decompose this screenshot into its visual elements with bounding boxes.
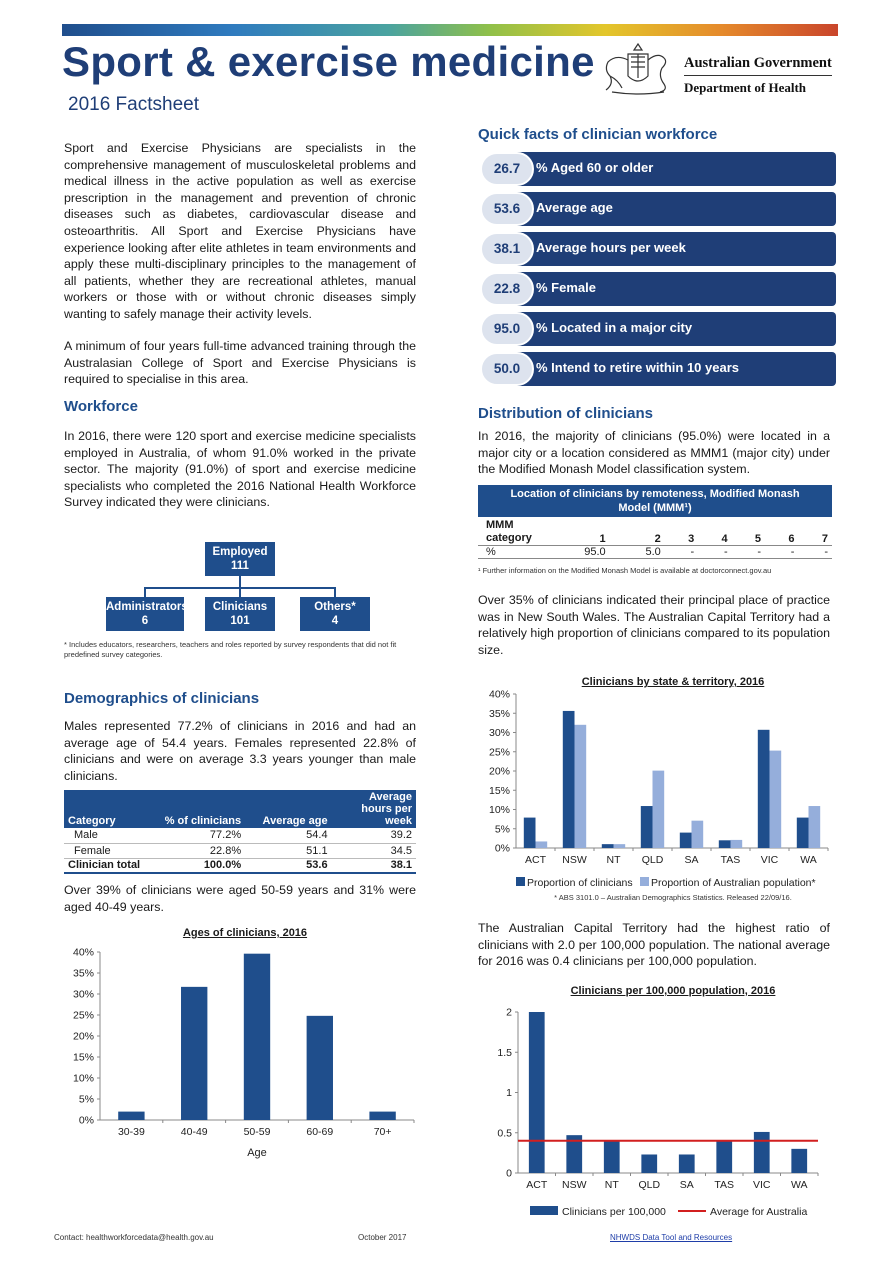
x-tick-label: NSW bbox=[562, 1179, 587, 1191]
y-tick-label: 2 bbox=[506, 1006, 512, 1019]
mmm-percent-label: % bbox=[478, 546, 540, 559]
y-tick-label: 5% bbox=[494, 823, 510, 836]
bar bbox=[529, 1012, 545, 1173]
quick-fact-label: % Female bbox=[536, 280, 596, 295]
table-cell: 51.1 bbox=[245, 843, 331, 858]
distribution-heading: Distribution of clinicians bbox=[478, 405, 654, 422]
bar bbox=[754, 1132, 770, 1173]
table-cell: Clinician total bbox=[64, 858, 146, 873]
x-tick-label: 60-69 bbox=[306, 1126, 334, 1138]
table-row bbox=[64, 843, 416, 858]
quick-fact-value: 26.7 bbox=[480, 152, 534, 186]
legend-label: Clinicians per 100,000 bbox=[562, 1206, 666, 1218]
bar bbox=[602, 844, 614, 848]
quick-fact-row bbox=[480, 192, 836, 226]
bar bbox=[809, 806, 821, 848]
x-tick-label: ACT bbox=[525, 854, 546, 866]
footer-contact: Contact: healthworkforcedata@health.gov.au bbox=[54, 1233, 214, 1242]
mmm-category: 5 bbox=[732, 517, 765, 546]
coat-of-arms-icon bbox=[598, 40, 678, 98]
bar bbox=[653, 771, 665, 848]
bar bbox=[524, 818, 536, 848]
quick-fact-row bbox=[480, 152, 836, 186]
quick-fact-label: Average age bbox=[536, 200, 613, 215]
x-tick-label: WA bbox=[800, 854, 817, 866]
x-tick-label: SA bbox=[684, 854, 699, 866]
state-chart-title: Clinicians by state & territory, 2016 bbox=[581, 676, 765, 688]
mmm-footnote: ¹ Further information on the Modified Monash Model is available at doctorconnect.gov.au bbox=[478, 566, 772, 575]
quick-fact-row bbox=[480, 352, 836, 386]
bar bbox=[244, 954, 270, 1120]
bar bbox=[731, 840, 743, 848]
legend-swatch bbox=[640, 877, 649, 886]
bar bbox=[791, 1149, 807, 1173]
bar bbox=[797, 818, 809, 848]
mmm-table-title: Location of clinicians by remoteness, Modified Monash Model (MMM¹) bbox=[478, 485, 832, 517]
org-footnote: * Includes educators, researchers, teachers and roles reported by survey respondents that did not fit predefined survey categories. bbox=[64, 640, 397, 659]
quick-fact-value: 95.0 bbox=[480, 312, 534, 346]
mmm-category: 2 bbox=[610, 517, 665, 546]
table-header: Average age bbox=[245, 790, 331, 828]
y-tick-label: 0.5 bbox=[497, 1127, 512, 1140]
y-tick-label: 15% bbox=[72, 1051, 94, 1064]
mmm-category: 1 bbox=[540, 517, 610, 546]
y-tick-label: 1 bbox=[506, 1087, 512, 1099]
age-chart bbox=[64, 940, 426, 1165]
legend-swatch bbox=[516, 877, 525, 886]
age-chart-title: Ages of clinicians, 2016 bbox=[182, 927, 308, 939]
y-tick-label: 40% bbox=[488, 688, 510, 701]
gov-department: Department of Health bbox=[684, 80, 807, 95]
x-tick-label: 50-59 bbox=[243, 1126, 271, 1138]
x-tick-label: TAS bbox=[720, 854, 741, 866]
bar bbox=[118, 1112, 144, 1120]
org-others-label: Others* bbox=[314, 601, 356, 613]
org-admin-value: 6 bbox=[141, 615, 149, 627]
chart-legend bbox=[530, 1206, 807, 1218]
table-header: Average hours per week bbox=[332, 790, 416, 828]
y-tick-label: 30% bbox=[72, 988, 94, 1001]
org-connector bbox=[144, 587, 146, 597]
mmm-value: - bbox=[798, 546, 832, 559]
table-cell: Male bbox=[64, 828, 146, 843]
mmm-value: 95.0 bbox=[540, 546, 610, 559]
x-tick-label: TAS bbox=[714, 1179, 735, 1191]
quick-fact-label: Average hours per week bbox=[536, 240, 686, 255]
org-clinicians-label: Clinicians bbox=[212, 601, 268, 613]
table-cell: 38.1 bbox=[332, 858, 416, 873]
footer-date: October 2017 bbox=[358, 1233, 407, 1242]
org-connector bbox=[334, 587, 336, 597]
x-tick-label: QLD bbox=[638, 1179, 661, 1191]
org-clinicians-box bbox=[205, 597, 275, 631]
mmm-value: - bbox=[698, 546, 731, 559]
legend-label: Proportion of clinicians bbox=[527, 877, 633, 889]
bar bbox=[536, 841, 548, 848]
org-others-box bbox=[300, 597, 370, 631]
bar bbox=[716, 1141, 732, 1173]
footer-link[interactable]: NHWDS Data Tool and Resources bbox=[610, 1233, 733, 1242]
demographics-paragraph: Males represented 77.2% of clinicians in 2016 and had an average age of 54.4 years. Females represented 22.8% of clinicians and were on average 3.3 years younger than male clinicians. bbox=[64, 719, 416, 783]
mmm-category: 6 bbox=[765, 517, 798, 546]
bar bbox=[679, 1154, 695, 1173]
table-cell: 54.4 bbox=[245, 828, 331, 843]
x-tick-label: 30-39 bbox=[117, 1126, 145, 1138]
mmm-percent-row bbox=[478, 546, 832, 559]
table-row-total bbox=[64, 858, 416, 873]
table-cell: 22.8% bbox=[146, 843, 245, 858]
quick-facts-heading: Quick facts of clinician workforce bbox=[478, 126, 718, 143]
x-tick-label: NSW bbox=[562, 854, 587, 866]
mmm-value: - bbox=[732, 546, 765, 559]
bar bbox=[614, 844, 626, 848]
org-employed-box bbox=[205, 542, 275, 576]
y-tick-label: 0% bbox=[78, 1114, 94, 1127]
mmm-value: 5.0 bbox=[610, 546, 665, 559]
y-tick-label: 5% bbox=[78, 1093, 94, 1106]
table-header: % of clinicians bbox=[146, 790, 245, 828]
mmm-value: - bbox=[765, 546, 798, 559]
y-tick-label: 25% bbox=[488, 746, 510, 759]
mmm-category: 4 bbox=[698, 517, 731, 546]
intro-paragraph-1: Sport and Exercise Physicians are specialists in the comprehensive management of musculoskeletal problems and medical illness in the active population as well as exercise prescription in the management and prevention of chronic diseases such as diabetes, cardiovascular disease and osteoarthritis. All Sport and Exercise Physicians have experience looking after elite athletes in team environments and apply these multi-disciplinary principles to the management of all patients, whether they are recreational athletes, manual workers or those with or without chronic diseases simply wanting to safely manage their activity levels. bbox=[64, 141, 416, 321]
x-tick-label: QLD bbox=[641, 854, 664, 866]
bar bbox=[758, 730, 770, 848]
intro-paragraph-2: A minimum of four years full-time advanced training through the Australasian College of Sport and Exercise Physicians is required to specialise in this area. bbox=[64, 339, 416, 387]
quick-fact-value: 50.0 bbox=[480, 352, 534, 386]
x-tick-label: VIC bbox=[760, 854, 779, 866]
x-tick-label: WA bbox=[790, 1179, 808, 1191]
bar bbox=[680, 833, 692, 848]
page-subtitle: 2016 Factsheet bbox=[68, 94, 199, 115]
quick-fact-label: % Intend to retire within 10 years bbox=[536, 360, 739, 375]
chart-legend bbox=[516, 877, 816, 889]
org-admin-label: Administrators bbox=[106, 601, 188, 613]
bar bbox=[719, 840, 731, 848]
org-others-value: 4 bbox=[331, 615, 339, 627]
bar bbox=[604, 1141, 620, 1173]
table-cell: Female bbox=[64, 843, 146, 858]
quick-fact-label: % Aged 60 or older bbox=[536, 160, 654, 175]
per-capita-chart bbox=[478, 1000, 838, 1222]
bar bbox=[575, 725, 587, 848]
mmm-value: - bbox=[665, 546, 698, 559]
table-cell: 39.2 bbox=[332, 828, 416, 843]
y-tick-label: 35% bbox=[488, 707, 510, 720]
org-clinicians-value: 101 bbox=[230, 615, 250, 627]
x-tick-label: 70+ bbox=[373, 1126, 392, 1138]
x-tick-label: ACT bbox=[526, 1179, 548, 1191]
x-tick-label: VIC bbox=[752, 1179, 771, 1191]
per-capita-chart-title: Clinicians per 100,000 population, 2016 bbox=[570, 985, 776, 997]
quick-fact-row bbox=[480, 272, 836, 306]
table-cell: 53.6 bbox=[245, 858, 331, 873]
x-axis-label: Age bbox=[247, 1147, 267, 1159]
y-tick-label: 25% bbox=[72, 1009, 94, 1022]
x-tick-label: NT bbox=[606, 854, 621, 866]
quick-fact-value: 53.6 bbox=[480, 192, 534, 226]
header-color-bar bbox=[62, 24, 838, 36]
y-tick-label: 20% bbox=[488, 765, 510, 778]
bar bbox=[369, 1112, 395, 1120]
org-connector bbox=[239, 576, 241, 587]
state-chart bbox=[478, 686, 838, 890]
mmm-category-row bbox=[478, 517, 832, 546]
workforce-heading: Workforce bbox=[64, 398, 138, 415]
table-row bbox=[64, 828, 416, 843]
org-connector bbox=[239, 587, 241, 597]
x-tick-label: 40-49 bbox=[180, 1126, 208, 1138]
bar bbox=[641, 806, 653, 848]
bar bbox=[692, 821, 704, 848]
legend-label: Average for Australia bbox=[710, 1206, 808, 1218]
bar bbox=[563, 711, 575, 848]
workforce-paragraph: In 2016, there were 120 sport and exercise medicine specialists employed in Australia, of whom 91.0% worked in the private sector. The majority (91.0%) of sport and exercise medicine specialists who completed the 2016 National Health Workforce Survey indicated they were clinicians. bbox=[64, 429, 416, 510]
y-tick-label: 10% bbox=[72, 1072, 94, 1085]
demographics-heading: Demographics of clinicians bbox=[64, 690, 260, 707]
legend-label: Proportion of Australian population* bbox=[651, 877, 816, 889]
state-paragraph: Over 35% of clinicians indicated their principal place of practice was in New South Wales. The Australian Capital Territory had a relatively high proportion of clinicians compared to its population size. bbox=[478, 593, 830, 657]
y-tick-label: 0 bbox=[506, 1167, 512, 1180]
age-paragraph: Over 39% of clinicians were aged 50-59 years and 31% were aged 40-49 years. bbox=[64, 883, 416, 914]
table-cell: 77.2% bbox=[146, 828, 245, 843]
distribution-paragraph: In 2016, the majority of clinicians (95.0%) were located in a major city or a location considered as MMM1 (major city) under the Modified Monash Model classification system. bbox=[478, 429, 830, 477]
ratio-paragraph: The Australian Capital Territory had the highest ratio of clinicians with 2.0 per 100,000 population. The national average for 2016 was 0.4 clinicians per 100,000 population. bbox=[478, 921, 830, 969]
bar bbox=[307, 1016, 333, 1120]
org-admin-box bbox=[106, 597, 188, 631]
y-tick-label: 1.5 bbox=[497, 1046, 512, 1059]
mmm-table bbox=[478, 485, 832, 559]
y-tick-label: 40% bbox=[72, 946, 94, 959]
state-chart-note: * ABS 3101.0 – Australian Demographics Statistics. Released 22/09/16. bbox=[554, 893, 792, 902]
y-tick-label: 30% bbox=[488, 727, 510, 739]
quick-fact-label: % Located in a major city bbox=[536, 320, 693, 335]
table-cell: 100.0% bbox=[146, 858, 245, 873]
gov-divider bbox=[684, 75, 832, 76]
table-cell: 34.5 bbox=[332, 843, 416, 858]
y-tick-label: 0% bbox=[494, 842, 510, 855]
y-tick-label: 10% bbox=[488, 804, 510, 816]
demographics-table bbox=[64, 790, 416, 874]
mmm-category: 7 bbox=[798, 517, 832, 546]
mmm-category: 3 bbox=[665, 517, 698, 546]
legend-swatch bbox=[530, 1206, 558, 1215]
y-tick-label: 20% bbox=[72, 1030, 94, 1043]
quick-fact-value: 38.1 bbox=[480, 232, 534, 266]
quick-fact-row bbox=[480, 312, 836, 346]
bar bbox=[770, 751, 782, 848]
quick-fact-value: 22.8 bbox=[480, 272, 534, 306]
gov-name: Australian Government bbox=[684, 55, 832, 71]
bar bbox=[641, 1154, 657, 1173]
org-employed-value: 111 bbox=[231, 560, 249, 572]
x-tick-label: SA bbox=[679, 1179, 694, 1191]
org-employed-label: Employed bbox=[212, 546, 268, 558]
x-tick-label: NT bbox=[604, 1179, 619, 1191]
quick-fact-row bbox=[480, 232, 836, 266]
y-tick-label: 15% bbox=[488, 784, 510, 797]
mmm-category-label: MMM category bbox=[478, 517, 540, 546]
page-title: Sport & exercise medicine bbox=[62, 38, 595, 85]
bar bbox=[181, 987, 207, 1120]
y-tick-label: 35% bbox=[72, 967, 94, 980]
table-header: Category bbox=[64, 790, 146, 828]
